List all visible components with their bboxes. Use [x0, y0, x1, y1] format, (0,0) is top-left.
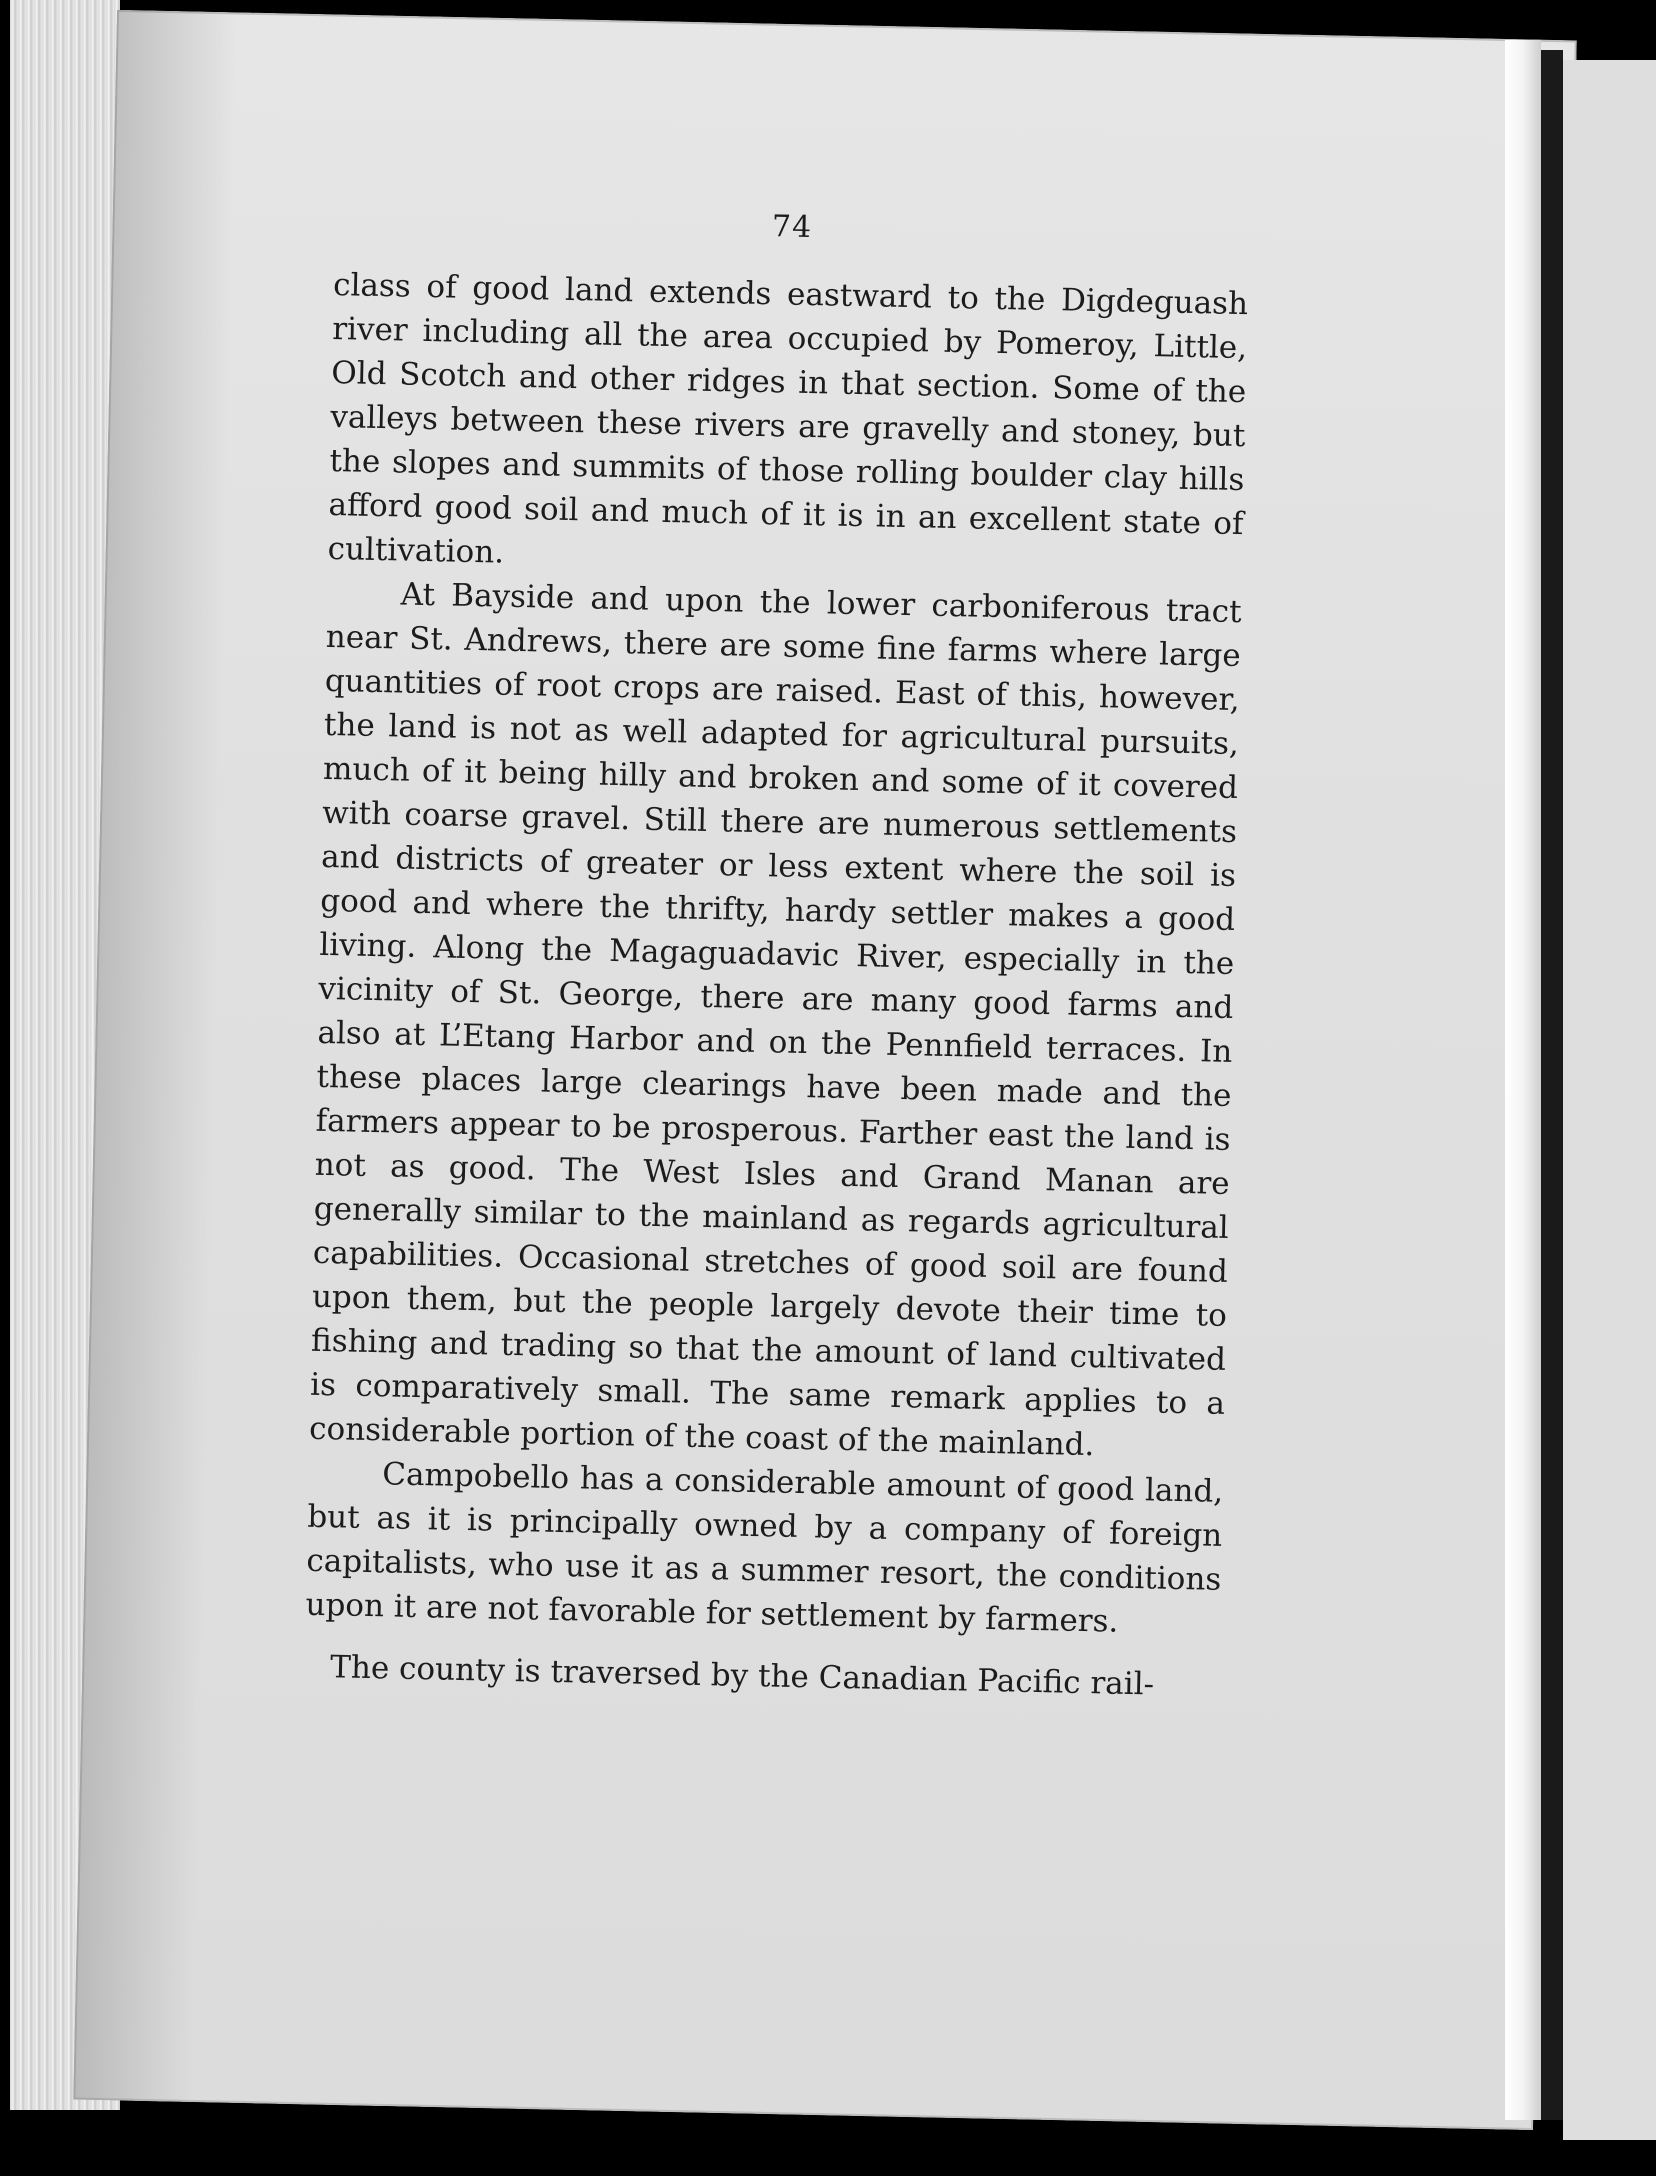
book-gutter	[1505, 40, 1541, 2120]
paragraph-1: class of good land extends eastward to the Digdeguash river including all the area occupied by Pomeroy, Little, Old Scotch and other ridges in that section. Some of the valleys between these rivers are gravelly and stoney, but the slopes and summits of those rolling boulder clay hills afford good soil and much of it is in an excellent state of cultivation.	[327, 266, 1249, 571]
page-number: 74	[771, 209, 813, 245]
paragraph-2: At Bayside and upon the lower carboniferous tract near St. Andrews, there are some fine farms where large quantities of root crops are raised. East of this, however, the land is not as well adapted for agricultural pursuits, much of it being hilly and broken and some of it covered with coarse gravel. Still there are numerous settlements and districts of greater or less extent where the soil is good and where the thrifty, hardy settler makes a good living. Along the Magaguadavic River, especially in the vicinity of St. George, there are many good farms and also at L’Etang Harbor and on the Pennfield terraces. In these places large clearings have been made and the farmers appear to be prosperous. Farther east the land is not as good. The West Isles and Grand Manan are generally similar to the mainland as regards agricultural capabilities. Occasional stretches of good soil are found upon them, but the people largely devote their time to fishing and trading so that the amount of land cultivated is comparatively small. The same remark applies to a considerable portion of the coast of the mainland.	[308, 576, 1242, 1464]
paragraph-4: The county is traversed by the Canadian Pacific rail-	[329, 1649, 1155, 1703]
paragraph-3: Campobello has a considerable amount of good land, but as it is principally owned by a company of foreign capitalists, who use it as a summer resort, the conditions upon it are not favorable for settlement by farmers.	[305, 1456, 1224, 1640]
page-text	[304, 200, 1250, 1708]
gutter-shadow	[1541, 50, 1563, 2120]
facing-page-edge	[1563, 60, 1656, 2140]
